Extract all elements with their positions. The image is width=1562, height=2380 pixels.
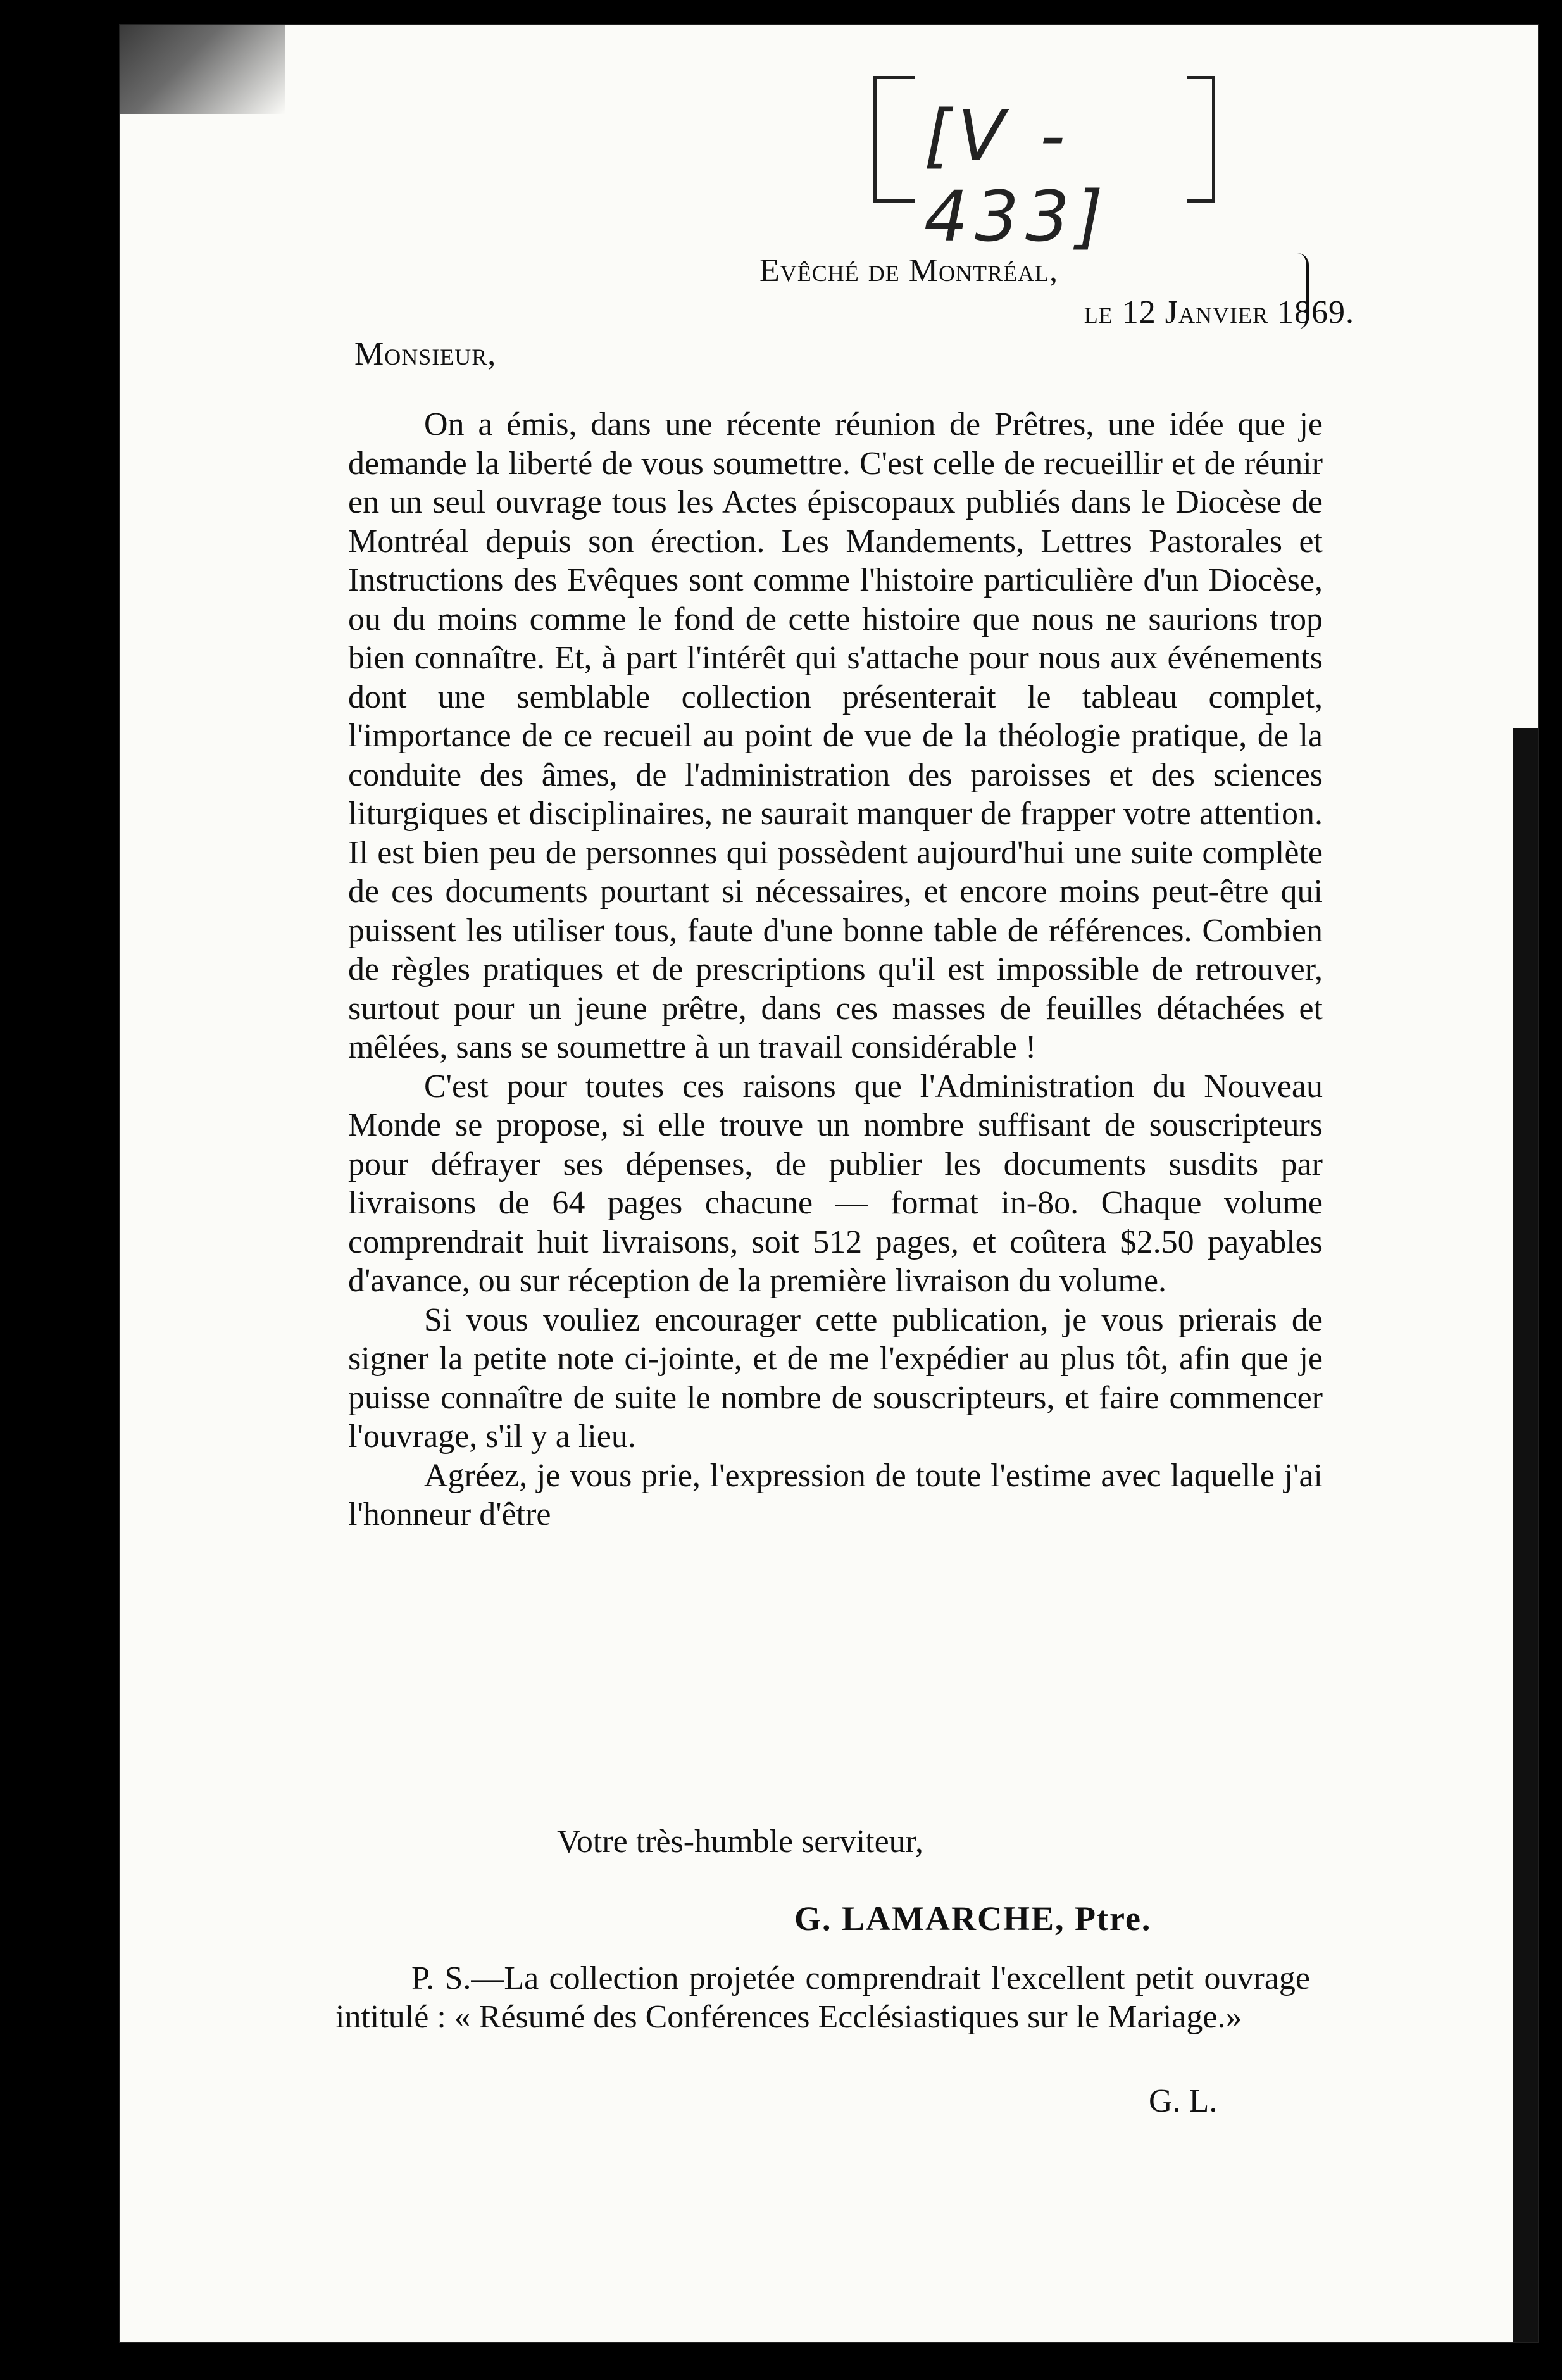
paragraph: Si vous vouliez encourager cette publication, je vous prierais de signer la petite note ci-jointe, et de me l'expédier au plus tôt, afin que je puisse connaître de suite le nombre de souscripteurs, et faire commencer l'ouvrage, s'il y a lieu. — [348, 1301, 1323, 1455]
scan-edge-shadow — [1513, 728, 1538, 2342]
postscript-text: P. S.—La collection projetée comprendrait l'excellent petit ouvrage intitulé : « Résumé des Conférences Ecclésiastiques sur le Mariage.» — [335, 1960, 1310, 2035]
page-corner-shadow — [120, 25, 285, 114]
postscript — [335, 1959, 1310, 2036]
salutation: Monsieur, — [354, 336, 497, 372]
dateline-place: Evêché de Montréal, — [759, 253, 1058, 289]
dateline-date: le 12 Janvier 1869. — [1084, 294, 1354, 330]
paragraph: Agréez, je vous prie, l'expression de toute l'estime avec laquelle j'ai l'honneur d'être — [348, 1457, 1323, 1532]
signature: G. LAMARCHE, Ptre. — [794, 1900, 1152, 1938]
letter-body — [348, 405, 1323, 1534]
paragraph: On a émis, dans une récente réunion de Prêtres, une idée que je demande la liberté de vous soumettre. C'est celle de recueillir et de réunir en un seul ouvrage tous les Actes épiscopaux publiés dans le Diocèse de Montréal depuis son érection. Les Mandements, Lettres Pastorales et Instructions des Evêques sont comme l'histoire particulière d'un Diocèse, ou du moins comme le fond de cette histoire que nous ne saurions trop bien connaître. Et, à part l'intérêt qui s'attache pour nous aux événements dont une semblable collection présenterait le tableau complet, l'importance de ce recueil au point de vue de la théologie pratique, de la conduite des âmes, de l'administration des paroisses et des sciences liturgiques et disciplinaires, ne saurait manquer de frapper votre attention. Il est bien peu de personnes qui possèdent aujourd'hui une suite complète de ces documents pourtant si nécessaires, et encore moins peut-être qui puissent les utiliser tous, faute d'une bonne table de références. Combien de règles pratiques et de prescriptions qu'il est impossible de retrouver, surtout pour un jeune prêtre, dans ces masses de feuilles détachées et mêlées, sans se soumettre à un travail considérable ! — [348, 406, 1323, 1065]
dateline-brace — [1297, 253, 1309, 329]
dateline — [759, 250, 1354, 334]
archive-reference-text: [V - 433] — [924, 95, 1109, 257]
archive-reference-mark — [873, 76, 1215, 257]
paragraph: C'est pour toutes ces raisons que l'Administration du Nouveau Monde se propose, si elle trouve un nombre suffisant de souscripteurs pour défrayer ses dépenses, de publier les documents susdits par livraisons de 64 pages chacune — format in-8o. Chaque volume comprendrait huit livraisons, soit 512 pages, et coûtera $2.50 payables d'avance, ou sur réception de la première livraison du volume. — [348, 1068, 1323, 1299]
postscript-initials: G. L. — [1149, 2083, 1218, 2119]
closing-formula: Votre très-humble serviteur, — [557, 1824, 923, 1860]
